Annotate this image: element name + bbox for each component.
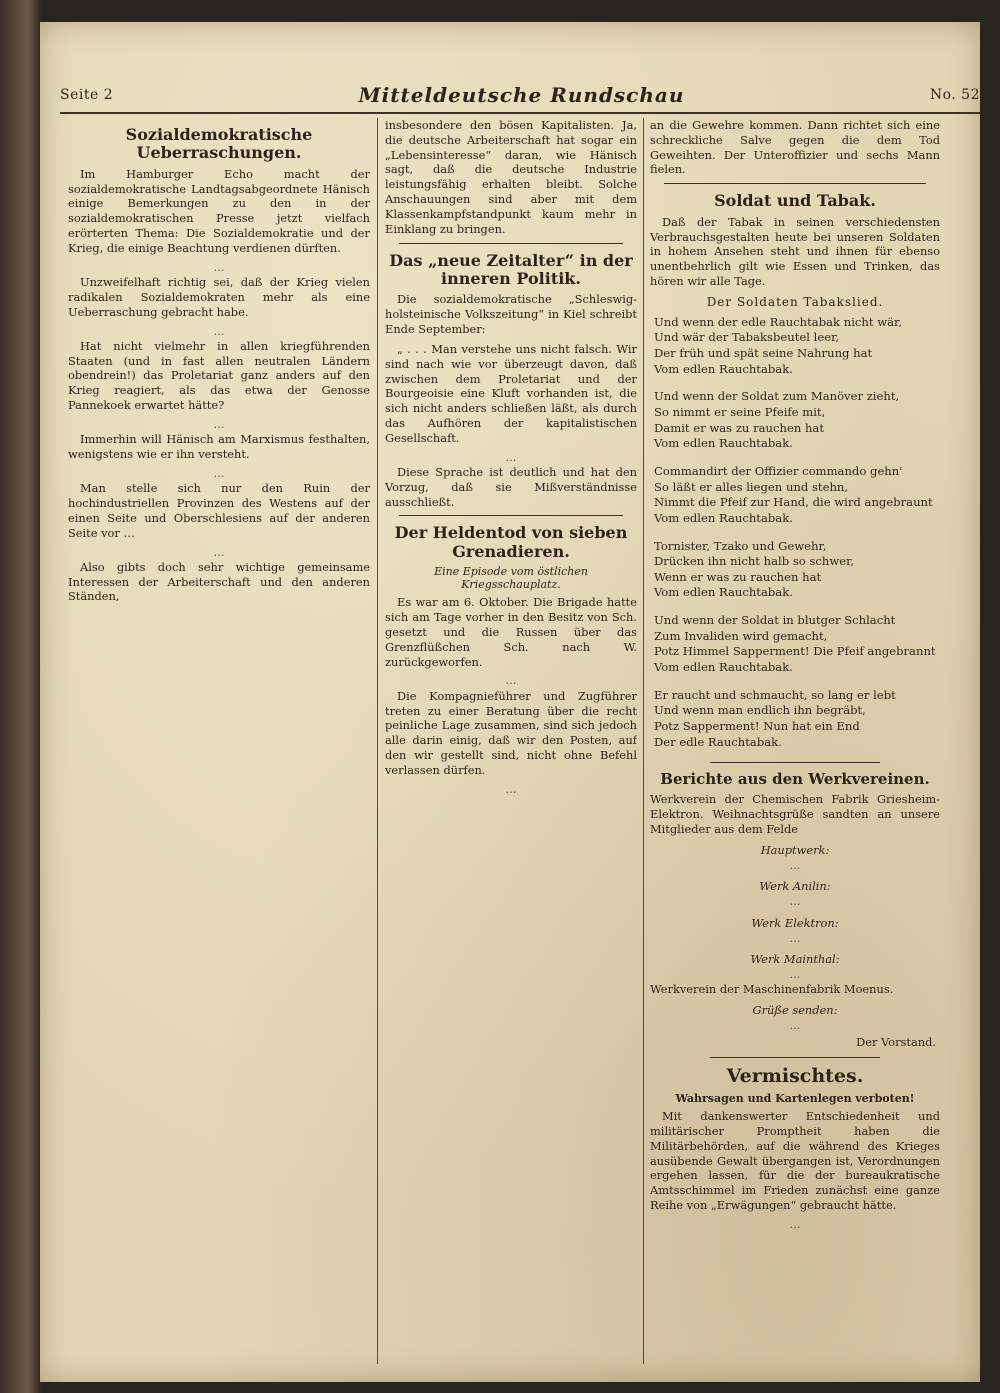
article-paragraph: Die Kompagnieführer und Zugführer treten zu einer Beratung über die recht peinliche Lage zusammen, sind sich jedoch alle darin einig, daß wir den Posten, auf den wir gestellt sind, nicht ohne Befehl verlassen dürfen.	[385, 688, 637, 777]
poem-stanza	[650, 613, 940, 676]
article-subtitle: Wahrsagen und Kartenlegen verboten!	[675, 1092, 915, 1106]
poem-title: Der Soldaten Tabakslied.	[706, 294, 884, 309]
article-title: Berichte aus den Werkvereinen.	[660, 770, 930, 789]
article-paragraph: Immerhin will Hänisch am Marxismus festhalten, wenigstens wie er ihn versteht.	[68, 432, 370, 462]
article-subtitle: Eine Episode vom östlichen Kriegsschauplatz.	[434, 565, 588, 592]
poem-line: Er raucht und schmaucht, so lang er lebt	[654, 687, 896, 702]
omitted-text: …	[505, 450, 517, 464]
omitted-text: …	[505, 782, 517, 796]
poem-line: Und wenn der edle Rauchtabak nicht wär,	[654, 314, 903, 329]
poem-line: Und wenn der Soldat in blutger Schlacht	[654, 613, 896, 628]
poem-stanza	[650, 688, 940, 751]
omitted-text: …	[789, 967, 801, 981]
article-paragraph: Die sozialdemokratische „Schleswig-holsteinische Volkszeitung“ in Kiel schreibt Ende September:	[385, 292, 637, 337]
omitted-text: …	[789, 931, 801, 945]
poem-stanza	[650, 389, 940, 452]
article-paragraph: Also gibts doch sehr wichtige gemeinsame Interessen der Arbeiterschaft und den anderen Ständen,	[68, 559, 370, 604]
article-continuation: insbesondere den bösen Kapitalisten. Ja, die deutsche Arbeiterschaft hat sogar ein „Lebensinteresse“ daran, wie Hänisch sagt, daß die deutsche Industrie leistungsfähig erhalten bleibt. Solche Anschauungen sind aber mit dem Klassenkampfstandpunkt kaum mehr in Einklang zu bringen.	[385, 118, 637, 236]
omitted-text: …	[789, 1217, 801, 1231]
poem-line: Und wenn man endlich ihn begräbt,	[654, 703, 866, 718]
omitted-text: …	[213, 260, 225, 274]
omitted-text: …	[505, 674, 517, 688]
section-label: Grüße senden:	[752, 1002, 838, 1017]
article-paragraph: Im Hamburger Echo macht der sozialdemokratische Landtagsabgeordnete Hänisch einige Bemerkungen zu den in der sozialdemokratischen Presse jetzt vielfach erörterten Thema: Die Sozialdemokratie und der Krieg, die einige Beachtung verdienen dürften.	[68, 166, 370, 255]
section-rule	[710, 1057, 880, 1058]
section-rule	[399, 515, 623, 516]
omitted-text: …	[789, 895, 801, 909]
page-number: Seite 2	[60, 87, 114, 103]
signature: Der Vorstand.	[856, 1035, 936, 1050]
poem-line: Zum Invaliden wird gemacht,	[654, 628, 828, 643]
omitted-text: …	[789, 1018, 801, 1032]
poem-line: Vom edlen Rauchtabak.	[654, 660, 793, 675]
section-rule	[399, 243, 623, 244]
column-3	[650, 118, 940, 1364]
column-divider	[643, 118, 644, 1364]
poem-line: Damit er was zu rauchen hat	[654, 420, 825, 435]
poem-line: Und wenn der Soldat zum Manöver zieht,	[654, 389, 900, 404]
article-paragraph: Diese Sprache ist deutlich und hat den Vorzug, daß sie Mißverständnisse ausschließt.	[385, 464, 637, 509]
article-paragraph: Daß der Tabak in seinen verschiedensten Verbrauchsgestalten heute bei unseren Soldaten in hohem Ansehen steht und ihnen für ebenso unentbehrlich gilt wie Essen und Trinken, das hören wir alle Tage.	[650, 214, 940, 289]
poem-line: Tornister, Tzako und Gewehr,	[654, 538, 827, 553]
poem-line: Nimmt die Pfeif zur Hand, die wird angebraunt	[654, 495, 933, 510]
article-title: Soldat und Tabak.	[714, 191, 876, 211]
omitted-text: …	[789, 858, 801, 872]
omitted-text: …	[213, 466, 225, 480]
newspaper-page	[40, 22, 980, 1382]
article-title: Der Heldentod von sieben Grenadieren.	[394, 523, 628, 561]
poem-line: So läßt er alles liegen und stehn,	[654, 479, 849, 494]
section-label: Werk Anilin:	[759, 879, 831, 894]
article-title: Sozialdemokratische Ueberraschungen.	[125, 125, 313, 163]
omitted-text: …	[213, 545, 225, 559]
poem-line: Vom edlen Rauchtabak.	[654, 510, 793, 525]
omitted-text: …	[213, 417, 225, 431]
poem-line: Der früh und spät seine Nahrung hat	[654, 346, 873, 361]
poem-line: Wenn er was zu rauchen hat	[654, 569, 822, 584]
poem-line: Drücken ihn nicht halb so schwer,	[654, 554, 855, 569]
article-paragraph: Es war am 6. Oktober. Die Brigade hatte sich am Tage vorher in den Besitz von Sch. gesetzt und die Russen über das Grenzflüßchen Sch. nach W. zurückgeworfen.	[385, 595, 637, 669]
article-paragraph: Mit dankenswerter Entschiedenheit und militärischer Promptheit haben die Militärbehörden, auf die während des Krieges ausübende Gewalt übergangen ist, Verordnungen ergehen lassen, für die der bureaukratische Amtsschimmel im Frieden zunächst eine ganze Reihe von „Erwägungen“ gebraucht hätte.	[650, 1109, 940, 1213]
poem-line: Und wär der Tabaksbeutel leer,	[654, 330, 840, 345]
poem-stanza	[650, 464, 940, 527]
article-paragraph: Hat nicht vielmehr in allen kriegführenden Staaten (und in fast allen neutralen Ländern obendrein!) das Proletariat ganz anders auf den Krieg reagiert, als das etwa der Genosse Pannekoek erwartet hätte?	[68, 338, 370, 413]
poem	[650, 315, 940, 750]
article-paragraph: Werkverein der Maschinenfabrik Moenus.	[650, 982, 894, 997]
poem-line: So nimmt er seine Pfeife mit,	[654, 405, 826, 420]
page-header	[60, 78, 980, 114]
section-rule	[710, 762, 880, 763]
poem-line: Vom edlen Rauchtabak.	[654, 361, 793, 376]
poem-line: Commandirt der Offizier commando gehn'	[654, 463, 903, 478]
column-divider	[377, 118, 378, 1364]
issue-number: No. 52	[929, 87, 980, 103]
article-continuation: an die Gewehre kommen. Dann richtet sich eine schreckliche Salve gegen die dem Tod Geweihten. Der Unteroffizier und sechs Mann fielen.	[650, 118, 940, 177]
poem-line: Vom edlen Rauchtabak.	[654, 585, 793, 600]
article-title: Vermischtes.	[726, 1065, 864, 1088]
poem-stanza	[650, 539, 940, 602]
poem-line: Potz Sapperment! Nun hat ein End	[654, 718, 860, 733]
omitted-text: …	[213, 324, 225, 338]
section-label: Werk Mainthal:	[750, 951, 840, 966]
article-title: Das „neue Zeitalter“ in der inneren Politik.	[389, 250, 633, 289]
article-paragraph: Unzweifelhaft richtig sei, daß der Krieg vielen radikalen Sozialdemokraten mehr als eine Ueberraschung gebracht habe.	[68, 275, 370, 319]
column-2	[385, 118, 637, 1364]
column-1	[68, 118, 370, 1364]
masthead-title: Mitteldeutsche Rundschau	[358, 83, 685, 107]
article-paragraph: „ . . . Man verstehe uns nicht falsch. Wir sind nach wie vor überzeugt davon, daß zwischen dem Proletariat und der Bourgeoisie eine Kluft vorhanden ist, die sich nicht anders schließen läßt, als durch das Aufhören der kapitalistischen Gesellschaft.	[385, 341, 637, 445]
poem-line: Vom edlen Rauchtabak.	[654, 436, 793, 451]
section-label: Werk Elektron:	[751, 915, 839, 930]
poem-line: Der edle Rauchtabak.	[654, 734, 782, 749]
section-label: Hauptwerk:	[760, 842, 830, 857]
poem-line: Potz Himmel Sapperment! Die Pfeif angebrannt	[654, 644, 936, 659]
article-paragraph: Man stelle sich nur den Ruin der hochindustriellen Provinzen des Westens auf der einen Seite und Oberschlesiens auf der anderen Seite vor …	[68, 481, 370, 540]
section-rule	[664, 183, 926, 184]
article-paragraph: Werkverein der Chemischen Fabrik Griesheim-Elektron. Weihnachtsgrüße sandten an unsere Mitglieder aus dem Felde	[650, 792, 940, 837]
poem-stanza	[650, 315, 940, 378]
